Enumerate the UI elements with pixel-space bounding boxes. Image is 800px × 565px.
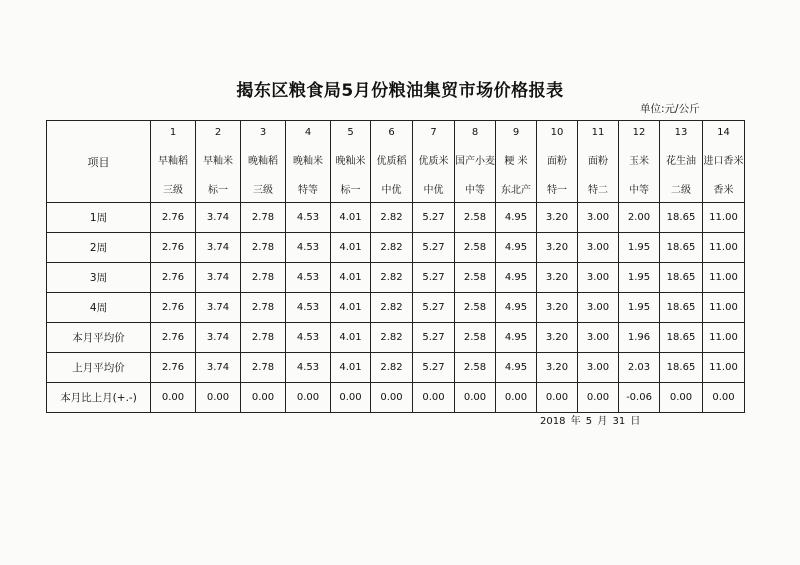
price-cell: 3.74 bbox=[196, 323, 241, 353]
row-label: 上月平均价 bbox=[47, 353, 151, 383]
column-grade: 中等 bbox=[455, 174, 496, 203]
price-cell: 11.00 bbox=[703, 293, 745, 323]
price-cell: 2.82 bbox=[371, 203, 413, 233]
price-cell: 0.00 bbox=[455, 383, 496, 413]
table-row bbox=[47, 353, 745, 383]
price-cell: 2.76 bbox=[151, 233, 196, 263]
price-cell: 4.53 bbox=[286, 323, 331, 353]
price-cell: 0.00 bbox=[660, 383, 703, 413]
column-number: 4 bbox=[286, 121, 331, 145]
column-number: 12 bbox=[619, 121, 660, 145]
price-cell: 3.20 bbox=[537, 233, 578, 263]
report-title: 揭东区粮食局5月份粮油集贸市场价格报表 bbox=[236, 81, 564, 101]
price-cell: 3.00 bbox=[578, 263, 619, 293]
price-cell: -0.06 bbox=[619, 383, 660, 413]
table-row bbox=[47, 293, 745, 323]
price-cell: 18.65 bbox=[660, 263, 703, 293]
column-grade: 标一 bbox=[331, 174, 371, 203]
price-cell: 5.27 bbox=[413, 293, 455, 323]
column-product-name: 花生油 bbox=[660, 144, 703, 174]
price-cell: 2.76 bbox=[151, 293, 196, 323]
price-cell: 0.00 bbox=[413, 383, 455, 413]
column-product-name: 面粉 bbox=[537, 144, 578, 174]
column-grade: 东北产 bbox=[496, 174, 537, 203]
price-cell: 0.00 bbox=[537, 383, 578, 413]
price-cell: 11.00 bbox=[703, 233, 745, 263]
price-cell: 4.95 bbox=[496, 353, 537, 383]
price-cell: 11.00 bbox=[703, 203, 745, 233]
price-cell: 2.78 bbox=[241, 203, 286, 233]
column-number: 7 bbox=[413, 121, 455, 145]
price-cell: 0.00 bbox=[578, 383, 619, 413]
price-cell: 5.27 bbox=[413, 353, 455, 383]
header-row-names bbox=[47, 144, 745, 174]
column-number: 2 bbox=[196, 121, 241, 145]
column-product-name: 国产小麦 bbox=[455, 144, 496, 174]
price-cell: 0.00 bbox=[151, 383, 196, 413]
column-number: 13 bbox=[660, 121, 703, 145]
price-cell: 4.53 bbox=[286, 353, 331, 383]
column-product-name: 早籼米 bbox=[196, 144, 241, 174]
column-grade: 中优 bbox=[371, 174, 413, 203]
price-cell: 2.78 bbox=[241, 263, 286, 293]
column-number: 5 bbox=[331, 121, 371, 145]
column-product-name: 粳 米 bbox=[496, 144, 537, 174]
price-cell: 2.76 bbox=[151, 353, 196, 383]
price-cell: 2.00 bbox=[619, 203, 660, 233]
price-cell: 2.82 bbox=[371, 263, 413, 293]
column-grade: 三级 bbox=[241, 174, 286, 203]
column-grade: 特二 bbox=[578, 174, 619, 203]
row-label: 本月平均价 bbox=[47, 323, 151, 353]
price-cell: 1.96 bbox=[619, 323, 660, 353]
column-grade: 二级 bbox=[660, 174, 703, 203]
unit-label: 单位:元/公斤 bbox=[640, 103, 700, 115]
price-cell: 2.58 bbox=[455, 353, 496, 383]
price-cell: 4.01 bbox=[331, 203, 371, 233]
column-product-name: 晚籼稻 bbox=[241, 144, 286, 174]
price-cell: 2.76 bbox=[151, 203, 196, 233]
column-product-name: 优质稻 bbox=[371, 144, 413, 174]
row-label: 本月比上月(+.-) bbox=[47, 383, 151, 413]
price-cell: 2.82 bbox=[371, 353, 413, 383]
price-cell: 4.53 bbox=[286, 263, 331, 293]
column-product-name: 晚籼米 bbox=[286, 144, 331, 174]
column-product-name: 进口香米 bbox=[703, 144, 745, 174]
column-grade: 中优 bbox=[413, 174, 455, 203]
price-cell: 11.00 bbox=[703, 263, 745, 293]
price-cell: 2.78 bbox=[241, 233, 286, 263]
price-cell: 3.20 bbox=[537, 263, 578, 293]
price-cell: 0.00 bbox=[331, 383, 371, 413]
price-cell: 11.00 bbox=[703, 353, 745, 383]
column-number: 1 bbox=[151, 121, 196, 145]
price-cell: 18.65 bbox=[660, 233, 703, 263]
price-cell: 2.78 bbox=[241, 353, 286, 383]
column-number: 14 bbox=[703, 121, 745, 145]
price-cell: 1.95 bbox=[619, 233, 660, 263]
price-cell: 4.95 bbox=[496, 293, 537, 323]
price-cell: 4.01 bbox=[331, 293, 371, 323]
price-cell: 3.74 bbox=[196, 233, 241, 263]
price-cell: 2.58 bbox=[455, 233, 496, 263]
column-grade: 标一 bbox=[196, 174, 241, 203]
column-number: 9 bbox=[496, 121, 537, 145]
price-cell: 4.01 bbox=[331, 263, 371, 293]
column-product-name: 优质米 bbox=[413, 144, 455, 174]
row-label: 2周 bbox=[47, 233, 151, 263]
price-cell: 3.00 bbox=[578, 233, 619, 263]
table-row bbox=[47, 323, 745, 353]
price-cell: 1.95 bbox=[619, 293, 660, 323]
price-cell: 1.95 bbox=[619, 263, 660, 293]
price-cell: 4.95 bbox=[496, 263, 537, 293]
price-cell: 3.74 bbox=[196, 203, 241, 233]
column-product-name: 面粉 bbox=[578, 144, 619, 174]
table-row bbox=[47, 203, 745, 233]
price-cell: 4.01 bbox=[331, 323, 371, 353]
price-cell: 4.95 bbox=[496, 323, 537, 353]
price-table bbox=[46, 120, 745, 413]
row-label: 4周 bbox=[47, 293, 151, 323]
price-cell: 2.03 bbox=[619, 353, 660, 383]
price-cell: 2.82 bbox=[371, 323, 413, 353]
table-row bbox=[47, 233, 745, 263]
price-cell: 3.20 bbox=[537, 203, 578, 233]
price-cell: 18.65 bbox=[660, 203, 703, 233]
price-cell: 3.74 bbox=[196, 353, 241, 383]
price-cell: 2.76 bbox=[151, 263, 196, 293]
price-cell: 2.58 bbox=[455, 203, 496, 233]
column-grade: 特等 bbox=[286, 174, 331, 203]
table-row bbox=[47, 263, 745, 293]
price-cell: 5.27 bbox=[413, 323, 455, 353]
price-cell: 3.00 bbox=[578, 353, 619, 383]
price-cell: 3.74 bbox=[196, 263, 241, 293]
price-cell: 4.53 bbox=[286, 233, 331, 263]
price-cell: 5.27 bbox=[413, 263, 455, 293]
price-cell: 18.65 bbox=[660, 323, 703, 353]
price-cell: 2.82 bbox=[371, 293, 413, 323]
price-cell: 18.65 bbox=[660, 353, 703, 383]
price-cell: 2.58 bbox=[455, 293, 496, 323]
price-cell: 4.53 bbox=[286, 203, 331, 233]
price-cell: 2.58 bbox=[455, 323, 496, 353]
price-cell: 3.00 bbox=[578, 293, 619, 323]
price-cell: 2.58 bbox=[455, 263, 496, 293]
column-number: 3 bbox=[241, 121, 286, 145]
price-cell: 0.00 bbox=[241, 383, 286, 413]
price-cell: 0.00 bbox=[371, 383, 413, 413]
price-cell: 18.65 bbox=[660, 293, 703, 323]
price-cell: 5.27 bbox=[413, 233, 455, 263]
price-cell: 3.20 bbox=[537, 353, 578, 383]
column-product-name: 早籼稻 bbox=[151, 144, 196, 174]
price-cell: 3.00 bbox=[578, 203, 619, 233]
column-grade: 香米 bbox=[703, 174, 745, 203]
row-label: 3周 bbox=[47, 263, 151, 293]
column-grade: 三级 bbox=[151, 174, 196, 203]
price-cell: 2.78 bbox=[241, 323, 286, 353]
price-cell: 2.76 bbox=[151, 323, 196, 353]
price-cell: 0.00 bbox=[496, 383, 537, 413]
table-row bbox=[47, 383, 745, 413]
price-cell: 4.01 bbox=[331, 233, 371, 263]
price-cell: 3.00 bbox=[578, 323, 619, 353]
column-number: 11 bbox=[578, 121, 619, 145]
column-number: 6 bbox=[371, 121, 413, 145]
price-cell: 0.00 bbox=[196, 383, 241, 413]
price-cell: 4.95 bbox=[496, 203, 537, 233]
price-cell: 4.95 bbox=[496, 233, 537, 263]
price-cell: 2.82 bbox=[371, 233, 413, 263]
price-cell: 4.01 bbox=[331, 353, 371, 383]
price-cell: 2.78 bbox=[241, 293, 286, 323]
price-cell: 5.27 bbox=[413, 203, 455, 233]
price-cell: 11.00 bbox=[703, 323, 745, 353]
price-cell: 3.20 bbox=[537, 293, 578, 323]
column-grade: 特一 bbox=[537, 174, 578, 203]
column-number: 10 bbox=[537, 121, 578, 145]
price-cell: 0.00 bbox=[286, 383, 331, 413]
item-header: 项目 bbox=[47, 121, 151, 203]
column-product-name: 晚籼米 bbox=[331, 144, 371, 174]
price-cell: 3.20 bbox=[537, 323, 578, 353]
header-row-grades bbox=[47, 174, 745, 203]
price-cell: 4.53 bbox=[286, 293, 331, 323]
row-label: 1周 bbox=[47, 203, 151, 233]
column-product-name: 玉米 bbox=[619, 144, 660, 174]
column-number: 8 bbox=[455, 121, 496, 145]
header-row-numbers bbox=[47, 121, 745, 145]
report-date: 2018 年 5 月 31 日 bbox=[540, 416, 641, 427]
column-grade: 中等 bbox=[619, 174, 660, 203]
price-cell: 0.00 bbox=[703, 383, 745, 413]
price-cell: 3.74 bbox=[196, 293, 241, 323]
